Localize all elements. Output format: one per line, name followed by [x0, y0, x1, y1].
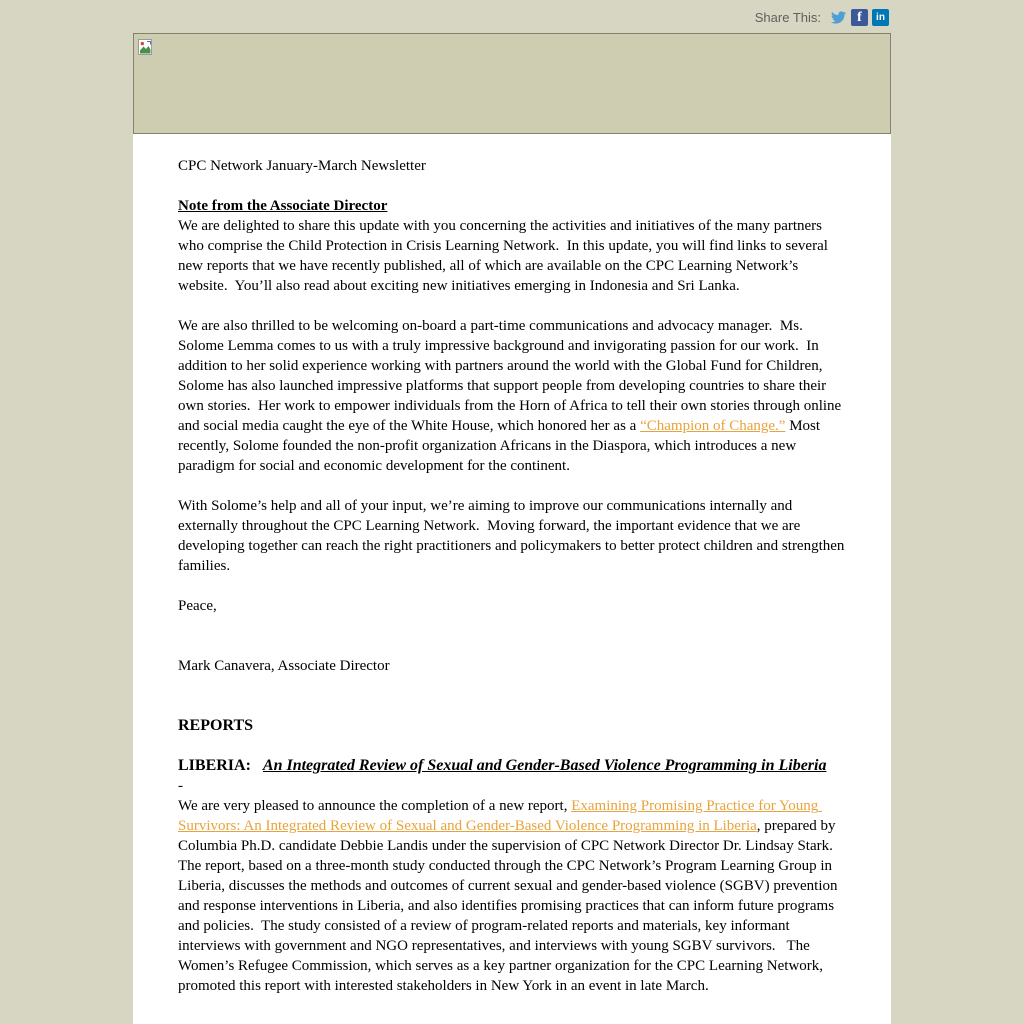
- twitter-icon: [830, 10, 847, 25]
- header-banner: [133, 33, 891, 134]
- newsletter-title: CPC Network January-March Newsletter: [178, 158, 426, 174]
- broken-image-icon: [138, 39, 153, 61]
- twitter-share-button[interactable]: [830, 9, 847, 26]
- linkedin-share-button[interactable]: [872, 9, 889, 26]
- share-bar: [133, 0, 891, 33]
- solome-paragraph-text: We are also thrilled to be welcoming on-board a part-time communications and advocacy manager. Ms. Solome Lemma comes to us with a truly impressive background and invigorating passion for our work. In addition to her solid experience working with partners around the world with the Global Fund for Children, Solome has also launched impressive platforms that support people from developing countries to share their own stories. Her work to empower individuals from the Horn of Africa to tell their own stories through online and social media caught the eye of the White House, which honored her as a: [178, 318, 845, 434]
- intro-paragraph: We are delighted to share this update with you concerning the activities and initiatives of the many partners who comprise the Child Protection in Crisis Learning Network. In this update, you will find links to several new reports that we have recently published, all of which are available on the CPC Learning Network’s website. You’ll also read about exciting new initiatives emerging in Indonesia and Sri Lanka.: [178, 218, 832, 294]
- facebook-share-button[interactable]: [851, 9, 868, 26]
- report-paragraph-text: We are very pleased to announce the completion of a new report,: [178, 798, 572, 814]
- linkedin-icon: in: [876, 12, 885, 23]
- liberia-label: LIBERIA:: [178, 757, 251, 774]
- reports-heading: REPORTS: [178, 717, 254, 734]
- liberia-heading: [178, 756, 846, 776]
- solome-paragraph-text-after: Most recently, Solome founded the non-profit organization Africans in the Diaspora, which introduces a new paradigm for social and economic development for the continent.: [178, 418, 824, 474]
- peace-closing: Peace,: [178, 598, 217, 614]
- signature: Mark Canavera, Associate Director: [178, 658, 390, 674]
- champion-of-change-link[interactable]: “Champion of Change.”: [640, 418, 786, 434]
- note-heading: Note from the Associate Director: [178, 198, 388, 214]
- newsletter-content: [133, 134, 891, 996]
- solome-paragraph: [178, 316, 846, 476]
- report-announcement-paragraph: [178, 796, 846, 996]
- share-this-label: Share This:: [754, 10, 821, 25]
- email-body: [133, 33, 891, 1024]
- facebook-icon: f: [857, 10, 862, 25]
- report-paragraph-text-after: , prepared by Columbia Ph.D. candidate Debbie Landis under the supervision of CPC Network Director Dr. Lindsay Stark. The report, based on a three-month study conducted through the CPC Network’s Program Learning Group in Liberia, discusses the methods and outcomes of current sexual and gender-based violence (SGBV) prevention and response interventions in Liberia, and also identifies promising practices that can inform future programs and policies. The study consisted of a review of program-related reports and materials, key informant interviews with government and NGO representatives, and interviews with young SGBV survivors. The Women’s Refugee Commission, which serves as a key partner organization for the CPC Learning Network, promoted this report with interested stakeholders in New York in an event in late March.: [178, 818, 842, 994]
- communications-paragraph: With Solome’s help and all of your input, we’re aiming to improve our communications internally and externally throughout the CPC Learning Network. Moving forward, the important evidence that we are developing together can reach the right practitioners and policymakers to better protect children and strengthen families.: [178, 498, 849, 574]
- liberia-report-title: An Integrated Review of Sexual and Gender-Based Violence Programming in Liberia: [262, 757, 827, 774]
- liberia-report-link[interactable]: Examining Promising Practice for Young Survivors: An Integrated Review of Sexual and Gender-Based Violence Programming in Liberia: [178, 798, 823, 834]
- stray-dash: -: [178, 778, 183, 794]
